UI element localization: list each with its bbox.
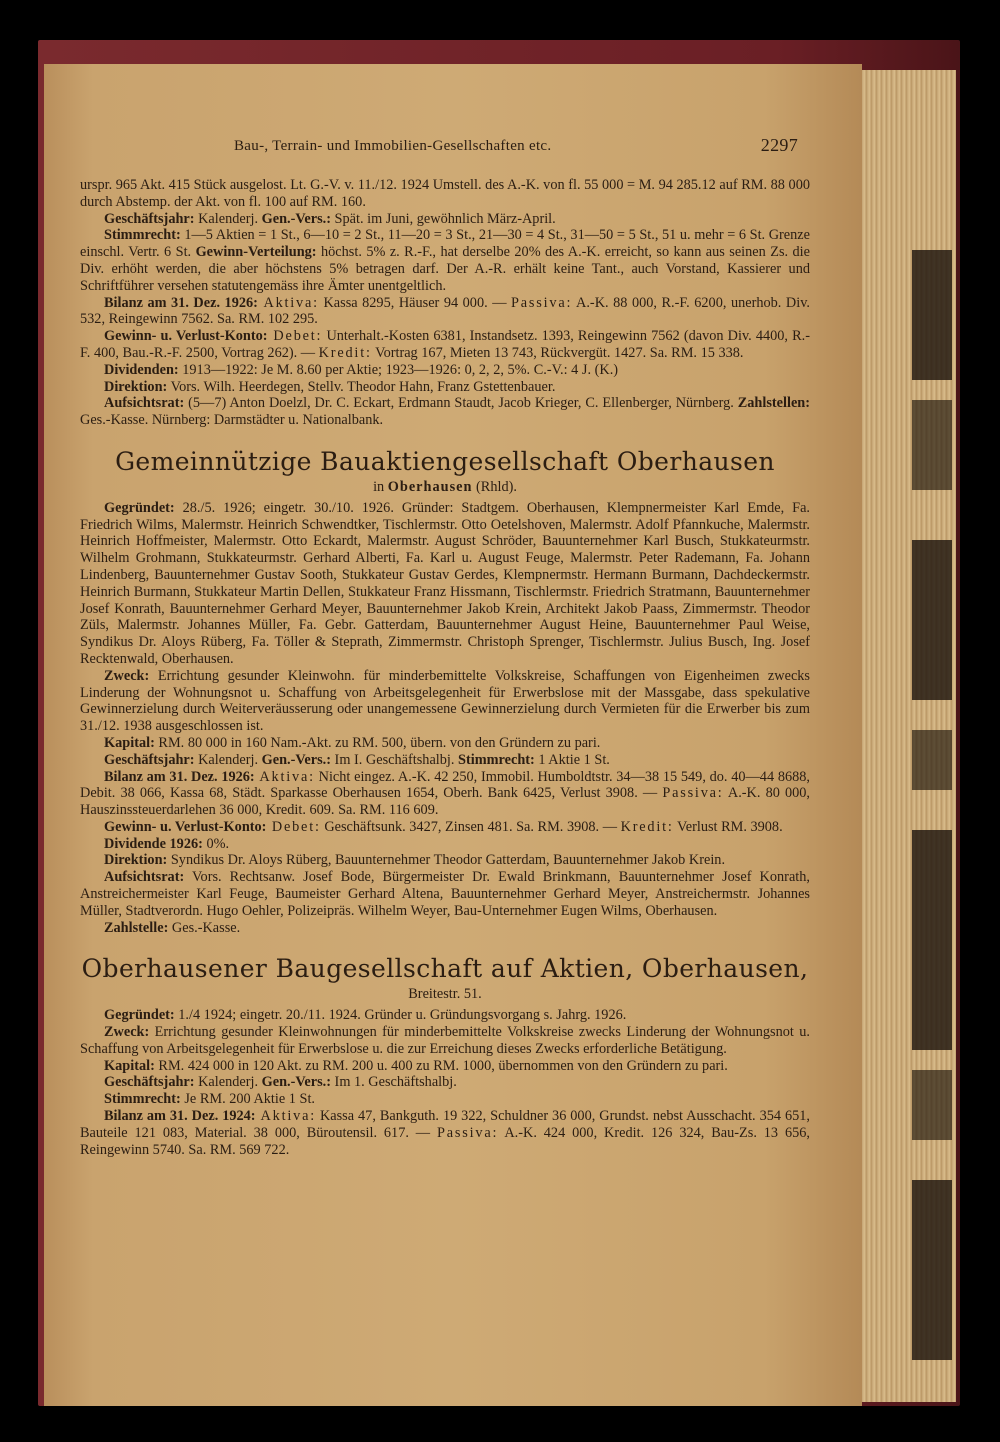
label-gewinn-verlust: Gewinn- u. Verlust-Konto: — [104, 328, 268, 345]
company-location: in Oberhausen (Rhld). — [373, 478, 517, 495]
supervisory-board: Aufsichtsrat: Vors. Rechtsanw. Josef Bode, Bürgermeister Dr. Ewald Brinkmann, Bauunternehmer Josef Konrath, Anstreichermeister Karl Feuge, Baumeister Gerhard Altena, Bauunternehmer Gerhard Meyer, Anstreichermstr. Johannes Müller, Stadtverordn. Hugo Oehler, Polizeipräs. Wilhelm Weyer, Bau-Unternehmer Eugen Wilms, Oberhausen. — [80, 869, 810, 919]
purpose: Zweck: Errichtung gesunder Kleinwohn. für minderbemittelte Volkskreise, Schaffungen von Eigenheimen zwecks Linderung der Wohnungsnot u. Schaffung von Arbeitsgelegenheit für Erwerbslose mit der Massgabe, dass spekulative Gewinnerzielung durch Weiterveräusserung oder unangemessene Gewinnerzielung durch Vermieten für die Erwerber bis zum 31./12. 1938 ausgeschlossen ist. — [80, 667, 810, 735]
business-year-line: Geschäftsjahr: Kalenderj. Gen.-Vers.: Spät. im Juni, gewöhnlich März-April. — [104, 210, 556, 227]
management: Direktion: Syndikus Dr. Aloys Rüberg, Bauunternehmer Theodor Gatterdam, Bauunternehmer Jakob Krein. — [104, 852, 726, 869]
balance-sheet: Bilanz am 31. Dez. 1926: Aktiva: Nicht eingez. A.-K. 42 250, Immobil. Humboldtstr. 34—38 15 549, do. 40—44 8688, Debit. 38 066, Kassa 68, Städt. Sparkasse Oberhausen 1654, Oberh. Bank 6425, Verlust 3908. — Passiva: A.-K. 80 000, Hauszinssteuerdarlehen 36 000, Kredit. 609. Sa. RM. 116 609. — [80, 768, 811, 819]
company-title: Oberhausener Baugesellschaft auf Aktien, Oberhausen, — [81, 954, 809, 984]
balance-sheet: Bilanz am 31. Dez. 1926: Aktiva: Kassa 8295, Häuser 94 000. — Passiva: A.-K. 88 000, R.-F. 6200, unerhob. Div. 532, Reingewinn 7562. Sa. RM. 102 295. — [80, 294, 810, 328]
voting-rights: Stimmrecht: 1—5 Aktien = 1 St., 6—10 = 2 St., 11—20 = 3 St., 21—30 = 4 St., 31—50 = 5 St., 51 u. mehr = 6 St. Grenze einschl. Vertr. 6 St. Gewinn-Verteilung: höchst. 5% z. R.-F., hat derselbe 20% des A.-K. erreicht, so kann aus seinen Zs. die Div. erhöht werden, die aber höchstens 5% betragen darf. Der A.-R. erhält keine Tant., auch Vorstand, Kassierer und Schriftführer versehen statutengemäss ihre Ämter unentgeltlich. — [80, 227, 810, 294]
label-dividenden: Dividenden: — [104, 361, 179, 378]
business-year-line: Geschäftsjahr: Kalenderj. Gen.-Vers.: Im I. Geschäftshalbj. Stimmrecht: 1 Aktie 1 St. — [104, 751, 610, 768]
management: Direktion: Vors. Wilh. Heerdegen, Stellv. Theodor Hahn, Franz Gstettenbauer. — [104, 378, 556, 395]
company-title: Gemeinnützige Bauaktiengesellschaft Oberhausen — [115, 446, 775, 476]
dividends: Dividenden: 1913—1922: Je M. 8.60 per Aktie; 1923—1926: 0, 2, 2, 5%. C.-V.: 4 J. (K.) — [104, 361, 619, 378]
label-zahlstellen: Zahlstellen: — [737, 395, 810, 412]
entry-continuation — [80, 177, 810, 429]
label-gen-vers: Gen.-Vers.: — [261, 210, 331, 227]
capital: Kapital: RM. 80 000 in 160 Nam.-Akt. zu RM. 500, übern. von den Gründern zu pari. — [104, 734, 601, 751]
voting-rights: Stimmrecht: Je RM. 200 Aktie 1 St. — [104, 1091, 316, 1108]
page-edges-thumb-index — [858, 70, 956, 1402]
capital-history: urspr. 965 Akt. 415 Stück ausgelost. Lt. G.-V. v. 11./12. 1924 Umstell. des A.-K. von fl. 55 000 = M. 94 285.12 auf RM. 88 000 durch Abstemp. der Akt. von fl. 100 auf RM. 160. — [80, 177, 810, 210]
label-zweck: Zweck: — [104, 667, 150, 684]
supervisory-board: Aufsichtsrat: (5—7) Anton Doelzl, Dr. C. Eckart, Erdmann Staudt, Jacob Krieger, C. Ellenberger, Nürnberg. Zahlstellen: Ges.-Kasse. Nürnberg: Darmstädter u. Nationalbank. — [80, 395, 810, 429]
running-title: Bau-, Terrain- und Immobilien-Gesellschaften etc. — [234, 138, 552, 154]
entry-gemeinnuetzige-bau-ag — [80, 447, 810, 937]
label-gewinn-verteilung: Gewinn-Verteilung: — [195, 244, 317, 261]
label-kapital: Kapital: — [104, 734, 155, 751]
entry-oberhausener-baugesellschaft — [80, 954, 810, 1158]
label-gegruendet: Gegründet: — [104, 499, 175, 516]
label-geschaeftsjahr: Geschäftsjahr: — [104, 210, 195, 227]
label-aufsichtsrat: Aufsichtsrat: — [104, 395, 185, 412]
balance-sheet: Bilanz am 31. Dez. 1924: Aktiva: Kassa 47, Bankguth. 19 322, Schuldner 36 000, Grundst. nebst Ausschacht. 354 651, Bauteile 121 083, Material. 38 000, Büroutensil. 617. — Passiva: A.-K. 424 000, Kredit. 126 324, Bau-Zs. 13 656, Reingewinn 5740. Sa. RM. 569 722. — [80, 1108, 810, 1158]
paying-agent: Zahlstelle: Ges.-Kasse. — [104, 919, 241, 936]
founding: Gegründet: 28./5. 1926; eingetr. 30./10. 1926. Gründer: Stadtgem. Oberhausen, Klempnermeister Karl Emde, Fa. Friedrich Wilms, Malermstr. Heinrich Schwendtker, Tischlermstr. Otto Oetelshoven, Malermstr. Adolf Pfannkuche, Malermstr. Heinrich Hoffmeister, Malermstr. Otto Eckardt, Malermstr. August Schröder, Bauunternehmer Karl Busch, Stukkateurmstr. Wilhelm Grohmann, Stukkateurmstr. Gerhard Alberti, Fa. Karl u. August Feuge, Malermstr. Peter Rademann, Fa. Johann Lindenberg, Bauunternehmer Gustav Sooth, Stukkateur Gustav Gerdes, Klempnermstr. Hermann Burmann, Dachdeckermstr. Heinrich Burmann, Stukkateur Martin Dellen, Stukkateur Franz Hissmann, Tischlermstr. Friedrich Stratmann, Bauunternehmer Josef Konrath, Bauunternehmer Gerhard Meyer, Bauunternehmer Jakob Krein, Architekt Jakob Paass, Zimmermstr. Theodor Züls, Malermstr. Johannes Müller, Fa. Gebr. Gatterdam, Bauunternehmer August Heine, Bauunternehmer Paul Weise, Syndikus Dr. Aloys Rüberg, Fa. Töller & Steprath, Zimmermstr. Christoph Sprenger, Tischlermstr. Julius Busch, Ing. Josef Recktenwald, Oberhausen. — [80, 499, 810, 667]
profit-loss-account: Gewinn- u. Verlust-Konto: Debet: Geschäftsunk. 3427, Zinsen 481. Sa. RM. 3908. — Kredit: Verlust RM. 3908. — [104, 818, 783, 835]
book-page — [44, 64, 862, 1406]
business-year-line: Geschäftsjahr: Kalenderj. Gen.-Vers.: Im 1. Geschäftshalbj. — [104, 1074, 457, 1091]
label-direktion: Direktion: — [104, 378, 168, 395]
capital: Kapital: RM. 424 000 in 120 Akt. zu RM. 200 u. 400 zu RM. 1000, übernommen von den Gründern zu pari. — [104, 1057, 728, 1074]
dividends: Dividende 1926: 0%. — [104, 835, 230, 852]
label-bilanz: Bilanz am 31. Dez. 1926: — [104, 294, 258, 311]
founding: Gegründet: 1./4 1924; eingetr. 20./11. 1924. Gründer u. Gründungsvorgang s. Jahrg. 1926. — [104, 1007, 627, 1024]
purpose: Zweck: Errichtung gesunder Kleinwohnungen für minderbemittelte Volkskreise zwecks Linderung der Wohnungsnot u. Schaffung von Arbeitsgelegenheit für Erwerbslose u. die zur Erreichung dieses Zwecks erforderliche Betätigung. — [80, 1024, 810, 1057]
page-header — [44, 135, 862, 160]
page-number: 2297 — [760, 135, 798, 155]
profit-loss-account: Gewinn- u. Verlust-Konto: Debet: Unterhalt.-Kosten 6381, Instandsetz. 1393, Reingewinn 7562 (davon Div. 4400, R.-F. 400, Bau.-R.-F. 2500, Vortrag 262). — Kredit: Vortrag 167, Mieten 13 743, Rückvergüt. 1427. Sa. RM. 15 338. — [80, 328, 810, 361]
label-stimmrecht: Stimmrecht: — [104, 227, 181, 244]
page-body — [80, 177, 810, 1158]
company-address: Breitestr. 51. — [408, 986, 482, 1003]
